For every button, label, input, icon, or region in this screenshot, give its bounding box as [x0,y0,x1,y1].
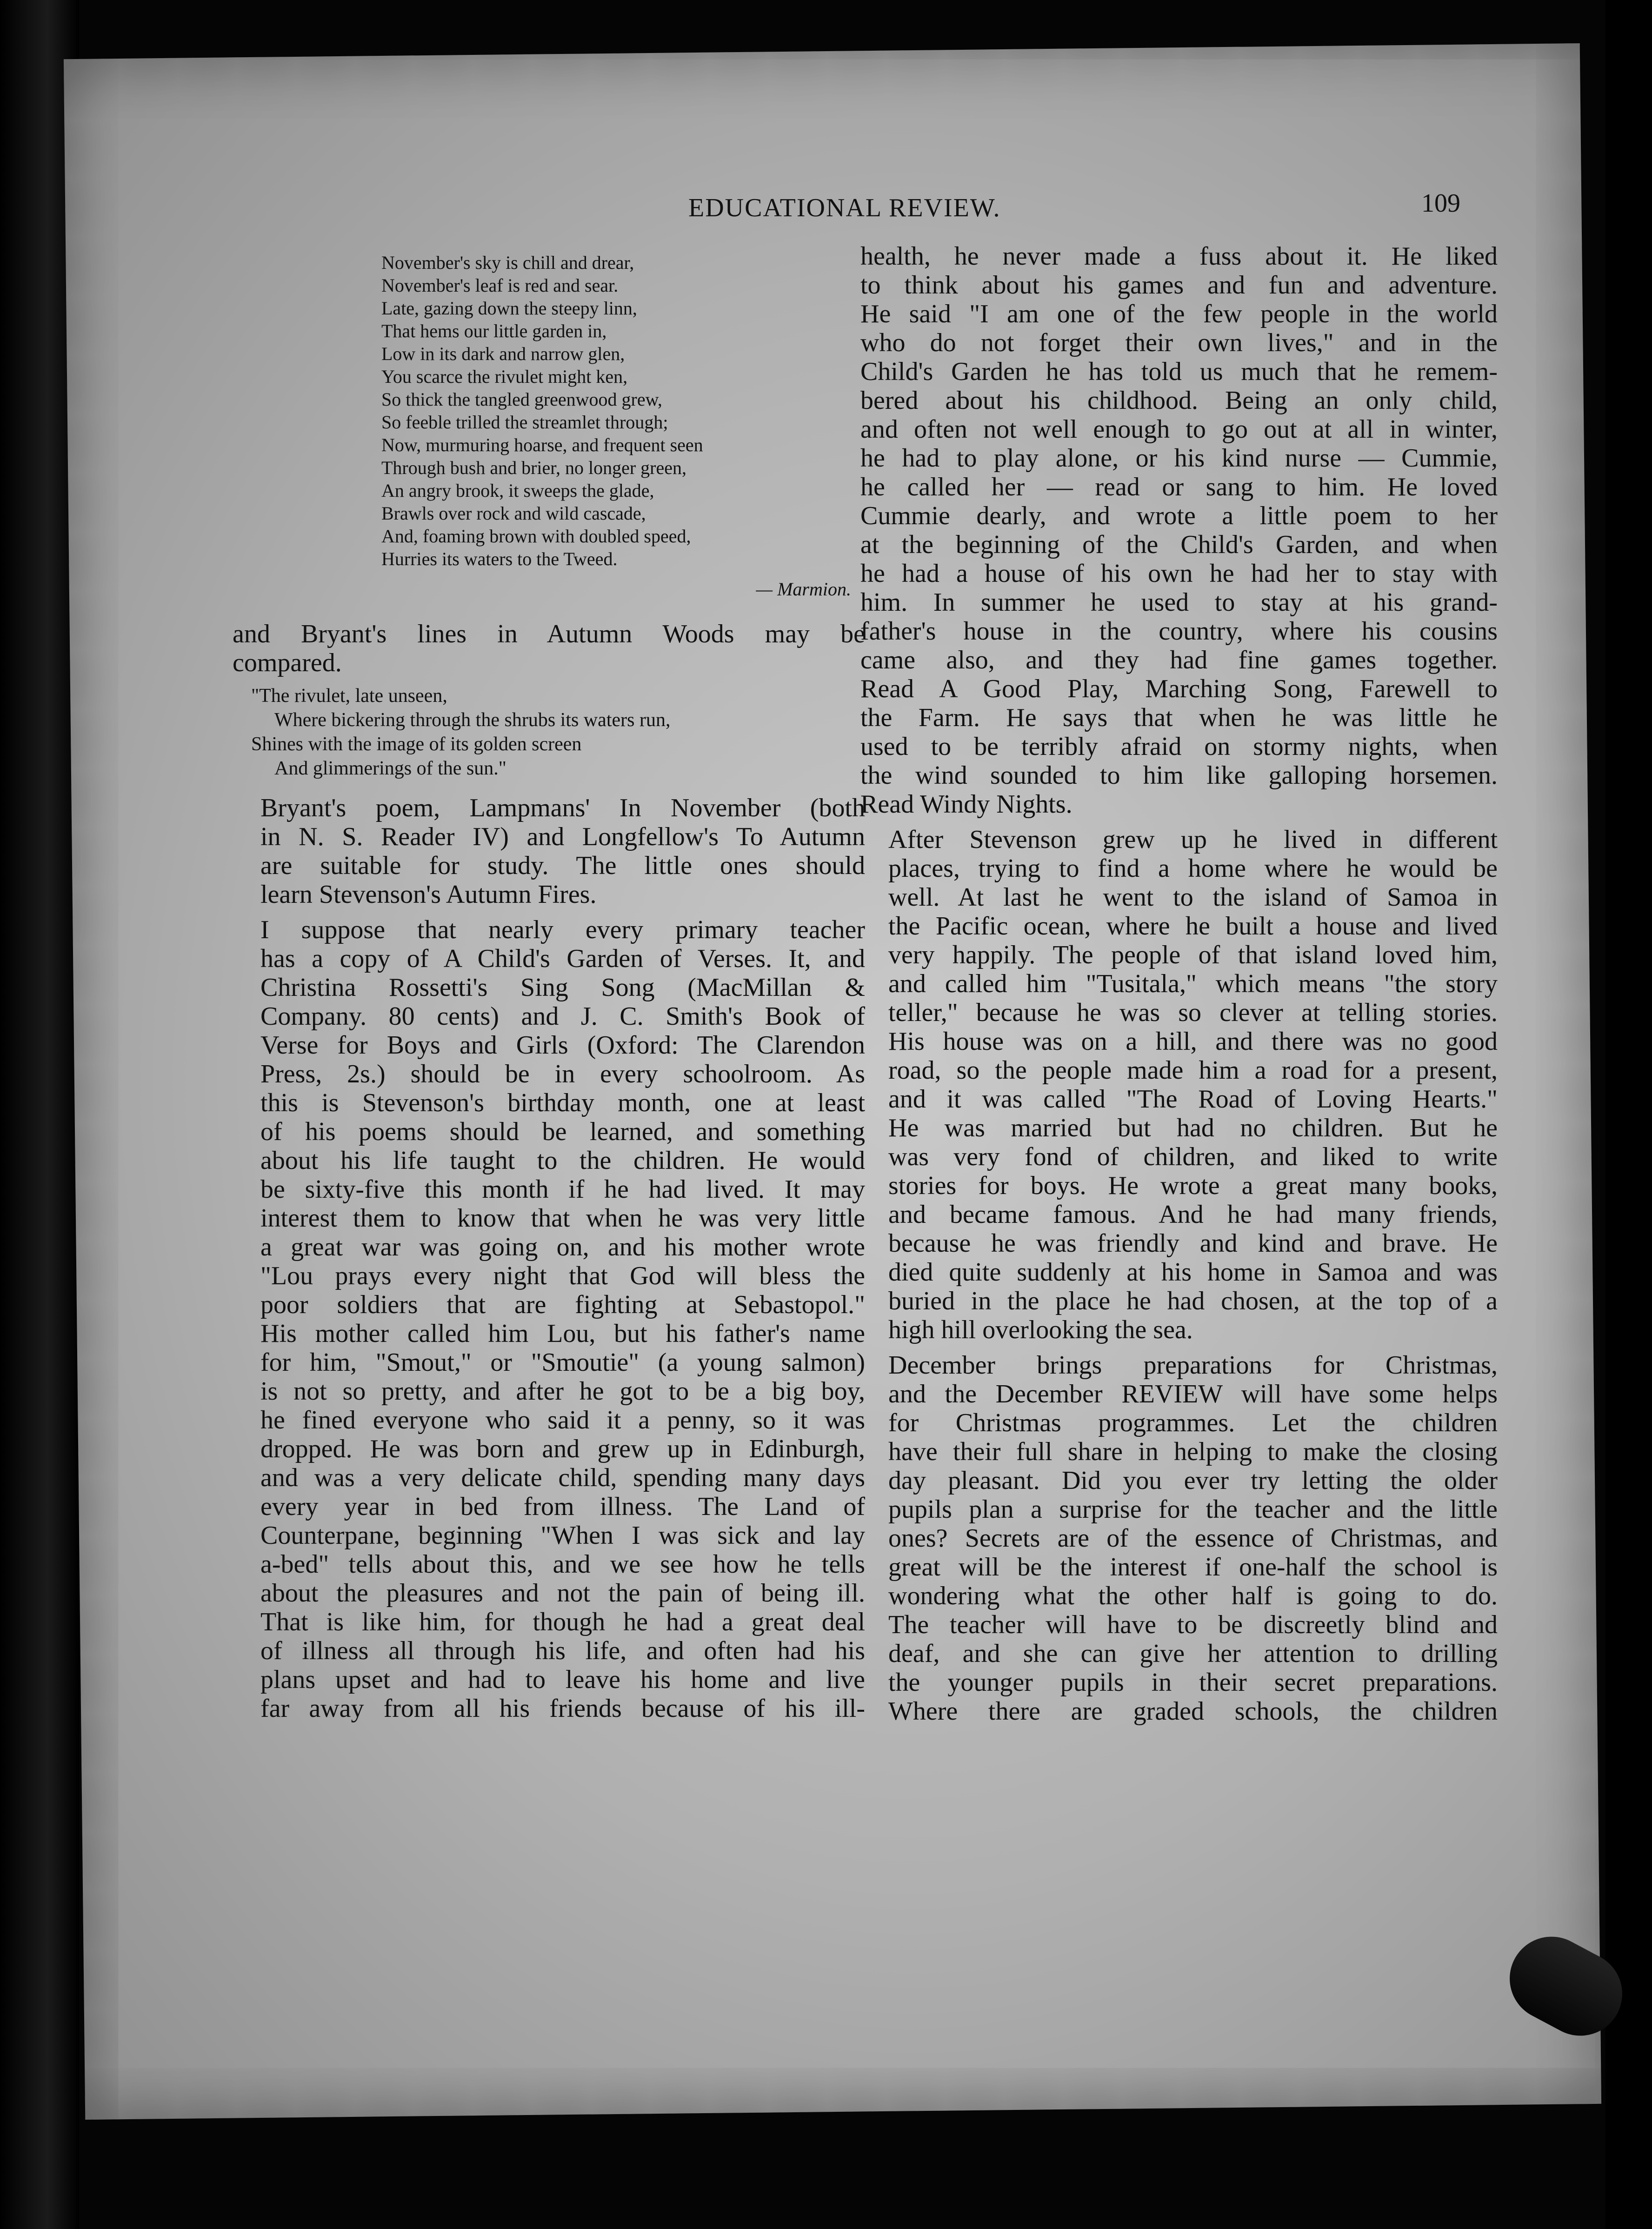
text-line: places, trying to find a home where he would be [888,854,1498,883]
quote-line: Where bickering through the shrubs its waters run, [274,709,671,731]
text-line: high hill overlooking the sea. [888,1315,1193,1344]
text-line: dropped. He was born and grew up in Edinburgh, [260,1435,865,1463]
text-line: about the pleasures and not the pain of being ill. [260,1579,865,1608]
quote-line: Shines with the image of its golden screen [251,734,582,755]
paragraph-suitable-poems [233,794,865,909]
text-line: His house was on a hill, and there was no good [888,1027,1498,1056]
text-line: He was married but had no children. But he [888,1114,1498,1142]
text-line: Press, 2s.) should be in every schoolroom. As [260,1060,865,1088]
text-line: Verse for Boys and Girls (Oxford: The Clarendon [260,1031,865,1060]
left-column [233,242,865,1729]
text-line: well. At last he went to the island of Samoa in [888,883,1498,912]
text-line: who do not forget their own lives," and in the [860,328,1498,357]
text-line: deaf, and she can give her attention to drilling [888,1639,1498,1668]
quote-line: "The rivulet, late unseen, [251,685,447,707]
text-line: in N. S. Reader IV) and Longfellow's To Autumn [260,822,865,851]
text-line: bered about his childhood. Being an only child, [860,386,1498,415]
text-line: came also, and they had fine games together. [860,646,1498,674]
page-header [605,188,1488,240]
poem-line: An angry brook, it sweeps the glade, [381,480,654,501]
text-line: I suppose that nearly every primary teacher [260,915,865,944]
bryant-quote [251,684,865,781]
text-line: great will be the interest if one-half the school is [888,1553,1498,1582]
text-line: father's house in the country, where his cousins [860,617,1498,646]
text-line: died quite suddenly at his home in Samoa and was [888,1258,1498,1287]
text-line: The teacher will have to be discreetly blind and [888,1610,1498,1639]
paragraph-stevenson-life [233,915,865,1723]
poem-line: November's sky is chill and drear, [381,252,634,273]
right-column [860,242,1498,1732]
text-line: very happily. The people of that island loved him, [888,941,1498,969]
text-line: to think about his games and fun and adventure. [860,271,1498,300]
poem-line: Brawls over rock and wild cascade, [381,503,646,524]
running-head: EDUCATIONAL REVIEW. [688,194,1001,222]
text-line: of illness all through his life, and often had his [260,1636,865,1665]
text-line: was very fond of children, and liked to write [888,1142,1498,1171]
text-line: be sixty-five this month if he had lived. It may [260,1175,865,1204]
poem-line: Through bush and brier, no longer green, [381,457,686,478]
page-right-edge-shadow [1605,0,1652,2229]
text-line: December brings preparations for Christmas, [888,1351,1498,1380]
text-line: stories for boys. He wrote a great many books, [888,1171,1498,1200]
text-line: day pleasant. Did you ever try letting the older [888,1466,1498,1495]
poem-line: You scarce the rivulet might ken, [381,366,628,387]
text-line: Read Windy Nights. [860,790,1072,819]
text-line: the wind sounded to him like galloping horsemen. [860,761,1498,790]
text-line: and it was called "The Road of Loving Hearts." [888,1085,1498,1114]
text-line: teller," because he was so clever at telling stories. [888,998,1498,1027]
text-line: He said "I am one of the few people in the world [860,300,1498,328]
text-line: After Stevenson grew up he lived in different [888,825,1498,854]
text-line: compared. [233,648,342,677]
text-line: road, so the people made him a road for a present, [888,1056,1498,1085]
text-line: far away from all his friends because of his ill- [260,1694,865,1723]
poem-line: Hurries its waters to the Tweed. [381,548,618,569]
text-line: has a copy of A Child's Garden of Verses. It, and [260,944,865,973]
text-line: every year in bed from illness. The Land of [260,1492,865,1521]
text-line: and was a very delicate child, spending many days [260,1463,865,1492]
text-line: "Lou prays every night that God will bless the [260,1261,865,1290]
text-line: ones? Secrets are of the essence of Christmas, and [888,1524,1498,1553]
poem-line: Now, murmuring hoarse, and frequent seen [381,434,703,455]
text-line: Company. 80 cents) and J. C. Smith's Book of [260,1002,865,1031]
text-line: used to be terribly afraid on stormy nights, when [860,732,1498,761]
text-line: for Christmas programmes. Let the children [888,1408,1498,1437]
poem-line: And, foaming brown with doubled speed, [381,526,691,547]
text-line: Christina Rossetti's Sing Song (MacMillan & [260,973,865,1002]
poem-attribution: — Marmion. [756,579,851,600]
text-line: have their full share in helping to make the closing [888,1437,1498,1466]
text-line: and the December REVIEW will have some helps [888,1380,1498,1408]
text-line: learn Stevenson's Autumn Fires. [260,880,597,909]
text-line: and often not well enough to go out at all in winter, [860,415,1498,444]
text-line: of his poems should be learned, and something [260,1117,865,1146]
text-line: wondering what the other half is going to do. [888,1582,1498,1610]
poem-line: That hems our little garden in, [381,320,607,341]
text-line: Cummie dearly, and wrote a little poem to her [860,501,1498,530]
text-line: him. In summer he used to stay at his grand- [860,588,1498,617]
text-line: this is Stevenson's birthday month, one at least [260,1088,865,1117]
text-line: a great war was going on, and his mother wrote [260,1233,865,1261]
poem-line: November's leaf is red and sear. [381,275,619,296]
text-line: about his life taught to the children. He would [260,1146,865,1175]
text-line: health, he never made a fuss about it. He liked [860,242,1498,271]
text-line: His mother called him Lou, but his father's name [260,1319,865,1348]
text-line: pupils plan a surprise for the teacher and the little [888,1495,1498,1524]
text-line: buried in the place he had chosen, at the top of a [888,1287,1498,1315]
text-line: and became famous. And he had many friends, [888,1200,1498,1229]
text-line: plans upset and had to leave his home and live [260,1665,865,1694]
paragraph-christmas [860,1351,1498,1726]
poem-line: So feeble trilled the streamlet through; [381,412,668,433]
text-line: Child's Garden he has told us much that he remem- [860,357,1498,386]
text-line: are suitable for study. The little ones should [260,851,865,880]
text-line: he fined everyone who said it a penny, so it was [260,1406,865,1435]
text-line: is not so pretty, and after he got to be a big boy, [260,1377,865,1406]
poem-line: Low in its dark and narrow glen, [381,343,625,364]
text-line: interest them to know that when he was very little [260,1204,865,1233]
text-line: the Pacific ocean, where he built a house and lived [888,912,1498,941]
text-line: a-bed" tells about this, and we see how he tells [260,1550,865,1579]
text-line: Counterpane, beginning "When I was sick and lay [260,1521,865,1550]
text-line: at the beginning of the Child's Garden, and when [860,530,1498,559]
text-line: Where there are graded schools, the children [888,1697,1498,1726]
text-line: the Farm. He says that when he was little he [860,703,1498,732]
poem-line: So thick the tangled greenwood grew, [381,389,662,410]
text-line: he had to play alone, or his kind nurse — Cummie, [860,444,1498,473]
text-line: the younger pupils in their secret preparations. [888,1668,1498,1697]
bryant-intro [233,620,865,677]
text-line: Bryant's poem, Lampmans' In November (both [260,794,865,822]
text-line: and Bryant's lines in Autumn Woods may be [233,620,865,648]
page-number: 109 [1421,189,1460,218]
text-line: poor soldiers that are fighting at Sebastopol." [260,1290,865,1319]
text-line: Read A Good Play, Marching Song, Farewell to [860,674,1498,703]
text-line: for him, "Smout," or "Smoutie" (a young salmon) [260,1348,865,1377]
quote-line: And glimmerings of the sun." [274,758,506,779]
poem-line: Late, gazing down the steepy linn, [381,298,637,319]
text-line: That is like him, for though he had a great deal [260,1608,865,1636]
text-line: and called him "Tusitala," which means "the story [888,969,1498,998]
text-line: he had a house of his own he had her to stay with [860,559,1498,588]
paragraph-samoa [860,825,1498,1344]
paragraph-childhood [860,242,1498,819]
text-line: because he was friendly and kind and brave. He [888,1229,1498,1258]
text-line: he called her — read or sang to him. He loved [860,473,1498,501]
marmion-poem [381,251,865,570]
